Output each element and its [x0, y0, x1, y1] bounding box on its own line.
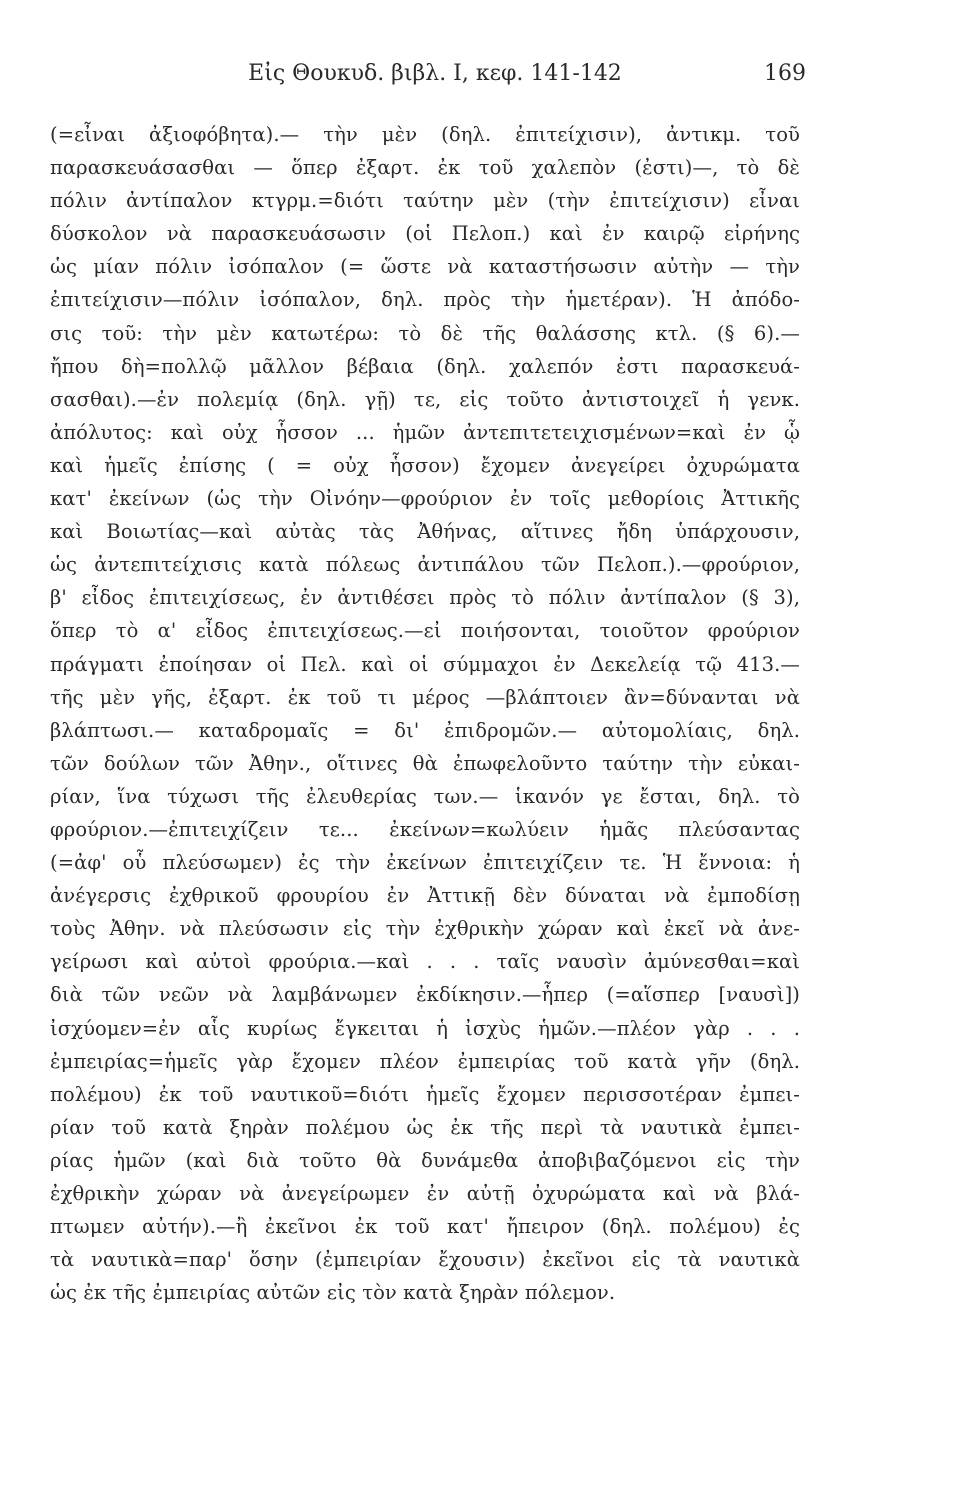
text-line: τῶν δούλων τῶν Ἀθην., οἵτινες θὰ ἐπωφελοῦντο ταύτην τὴν εὐκαι- — [50, 751, 800, 775]
text-line: ἤπου δὴ=πολλῷ μᾶλλον βέβαια (δηλ. χαλεπόν ἐστι παρασκευά- — [50, 354, 800, 378]
running-title: Εἰς Θουκυδ. βιβλ. Ι, κεφ. 141-142 — [248, 61, 622, 86]
text-line: ὅπερ τὸ α' εἶδος ἐπιτειχίσεως.—εἰ ποιήσονται, τοιοῦτον φρούριον — [50, 619, 800, 643]
text-line: ρίαν τοῦ κατὰ ξηρὰν πολέμου ὡς ἐκ τῆς περὶ τὰ ναυτικὰ ἐμπει- — [50, 1115, 800, 1139]
text-line: ἀνέγερσις ἐχθρικοῦ φρουρίου ἐν Ἀττικῇ δὲν δύναται νὰ ἐμποδίσῃ — [50, 884, 800, 908]
text-line: ἐμπειρίας=ἡμεῖς γὰρ ἔχομεν πλέον ἐμπειρίας τοῦ κατὰ γῆν (δηλ. — [50, 1049, 800, 1073]
text-line: δύσκολον νὰ παρασκευάσωσιν (οἱ Πελοπ.) καὶ ἐν καιρῷ εἰρήνης — [50, 222, 800, 246]
page-number: 169 — [764, 61, 806, 86]
text-line: (=ἀφ' οὗ πλεύσωμεν) ἐς τὴν ἐκείνων ἐπιτειχίζειν τε. Ἡ ἔννοια: ἡ — [50, 851, 800, 875]
text-line: ἰσχύομεν=ἐν αἷς κυρίως ἔγκειται ἡ ἰσχὺς ἡμῶν.—πλέον γὰρ . . . — [50, 1016, 800, 1040]
text-line: ρίαν, ἵνα τύχωσι τῆς ἐλευθερίας των.— ἱκανόν γε ἔσται, δηλ. τὸ — [50, 784, 800, 808]
text-line: πράγματι ἐποίησαν οἱ Πελ. καὶ οἱ σύμμαχοι ἐν Δεκελείᾳ τῷ 413.— — [50, 652, 800, 676]
text-line: καὶ ἡμεῖς ἐπίσης ( = οὐχ ἧσσον) ἔχομεν ἀνεγείρει ὀχυρώματα — [50, 453, 800, 477]
text-line: ἀπόλυτος: καὶ οὐχ ἧσσον ... ἡμῶν ἀντεπιτετειχισμένων=καὶ ἐν ᾧ — [50, 420, 800, 444]
text-line: πόλιν ἀντίπαλον κτγρμ.=διότι ταύτην μὲν (τὴν ἐπιτείχισιν) εἶναι — [50, 189, 800, 213]
text-line: πτωμεν αὐτήν).—ἢ ἐκεῖνοι ἐκ τοῦ κατ' ἤπειρον (δηλ. πολέμου) ἐς — [50, 1215, 800, 1239]
text-line: γείρωσι καὶ αὐτοὶ φρούρια.—καὶ . . . ταῖς ναυσὶν ἀμύνεσθαι=καὶ — [50, 950, 800, 974]
text-line: βλάπτωσι.— καταδρομαῖς = δι' ἐπιδρομῶν.— αὐτομολίαις, δηλ. — [50, 718, 800, 742]
text-line: σασθαι).—ἐν πολεμίᾳ (δηλ. γῇ) τε, εἰς τοῦτο ἀντιστοιχεῖ ἡ γενκ. — [50, 387, 800, 411]
text-line: ὡς μίαν πόλιν ἰσόπαλον (= ὥστε νὰ καταστήσωσιν αὐτὴν — τὴν — [50, 255, 800, 279]
text-line: φρούριον.—ἐπιτειχίζειν τε... ἐκείνων=κωλύειν ἡμᾶς πλεύσαντας — [50, 817, 800, 841]
text-line: ἐχθρικὴν χώραν νὰ ἀνεγείρωμεν ἐν αὐτῇ ὀχυρώματα καὶ νὰ βλά- — [50, 1182, 800, 1205]
text-line: σις τοῦ: τὴν μὲν κατωτέρω: τὸ δὲ τῆς θαλάσσης κτλ. (§ 6).— — [50, 321, 800, 345]
text-line: κατ' ἐκείνων (ὡς τὴν Οἰνόην—φρούριον ἐν τοῖς μεθορίοις Ἀττικῆς — [50, 487, 800, 511]
text-line: παρασκευάσασθαι — ὅπερ ἐξαρτ. ἐκ τοῦ χαλεπὸν (ἐστι)—, τὸ δὲ — [50, 156, 800, 180]
text-line: ὡς ἀντεπιτείχισις κατὰ πόλεως ἀντιπάλου τῶν Πελοπ.).—φρούριον, — [50, 553, 800, 577]
text-line: τὰ ναυτικὰ=παρ' ὅσην (ἐμπειρίαν ἔχουσιν) ἐκεῖνοι εἰς τὰ ναυτικὰ — [50, 1248, 800, 1272]
text-line: διὰ τῶν νεῶν νὰ λαμβάνωμεν ἐκδίκησιν.—ἧπερ (=αἵσπερ [ναυσὶ]) — [50, 983, 800, 1007]
text-line: τοὺς Ἀθην. νὰ πλεύσωσιν εἰς τὴν ἐχθρικὴν χώραν καὶ ἐκεῖ νὰ ἀνε- — [50, 917, 800, 941]
text-line: ἐπιτείχισιν—πόλιν ἰσόπαλον, δηλ. πρὸς τὴν ἡμετέραν). Ἡ ἀπόδο- — [50, 288, 800, 312]
text-line: ὡς ἐκ τῆς ἐμπειρίας αὐτῶν εἰς τὸν κατὰ ξηρὰν πόλεμον. — [50, 1281, 616, 1305]
text-line: ρίας ἡμῶν (καὶ διὰ τοῦτο θὰ δυνάμεθα ἀποβιβαζόμενοι εἰς τὴν — [50, 1148, 800, 1172]
text-line: τῆς μὲν γῆς, ἐξαρτ. ἐκ τοῦ τι μέρος —βλάπτοιεν ἂν=δύνανται νὰ — [50, 685, 800, 709]
text-line: (=εἶναι ἀξιοφόβητα).— τὴν μὲν (δηλ. ἐπιτείχισιν), ἀντικμ. τοῦ — [50, 123, 800, 146]
text-line: καὶ Βοιωτίας—καὶ αὐτὰς τὰς Ἀθήνας, αἵτινες ἤδη ὑπάρχουσιν, — [50, 520, 800, 544]
text-line: β' εἶδος ἐπιτειχίσεως, ἐν ἀντιθέσει πρὸς τὸ πόλιν ἀντίπαλον (§ 3), — [50, 586, 800, 610]
running-head — [0, 58, 970, 90]
commentary-text — [50, 118, 800, 1309]
text-line: πολέμου) ἐκ τοῦ ναυτικοῦ=διότι ἡμεῖς ἔχομεν περισσοτέραν ἐμπει- — [50, 1082, 800, 1106]
